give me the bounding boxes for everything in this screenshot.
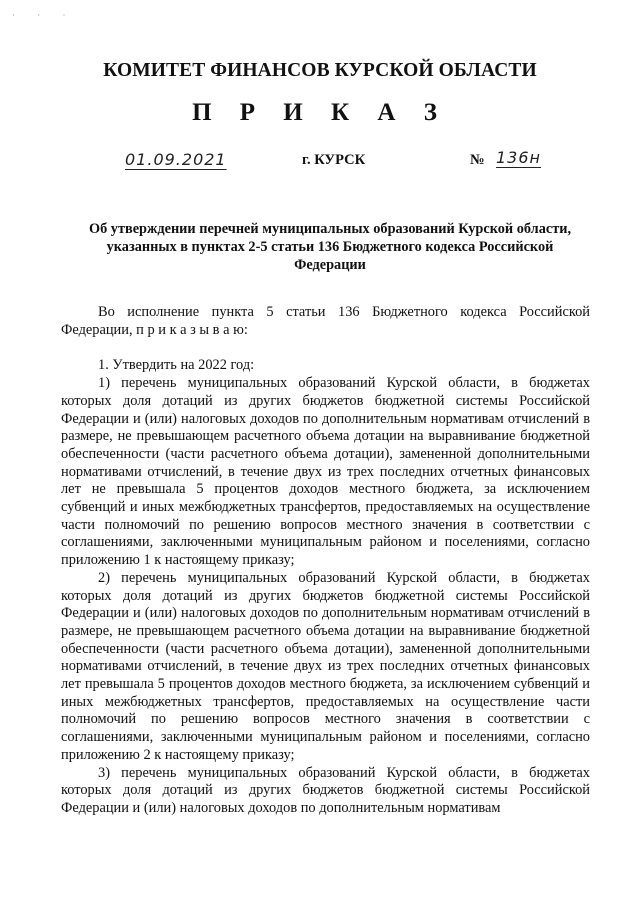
title-line: Об утверждении перечней муниципальных образований Курской области, — [88, 221, 572, 237]
title-line: Федерации — [294, 257, 366, 273]
document-type-heading: П Р И К А З — [192, 99, 448, 126]
scan-marks: · · · — [12, 10, 76, 20]
subitem-1: 1) перечень муниципальных образований Курской области, в бюджетах которых доля дотаций из других бюджетов бюджетной системы Российской Федерации и (или) налоговых доходов по дополнительным нормативам отчислений в размере, не превышающем расчетного объема дотации на выравнивание бюджетной обеспеченности (части расчетного объема дотации), замененной дополнительными нормативами отчислений, в течение двух из трех последних отчетных финансовых лет не превышала 5 процентов доходов местного бюджета, за исключением субвенций и иных межбюджетных трансфертов, предоставляемых на осуществление части полномочий по решению вопросов местного значения в соответствии с соглашениями, заключенными муниципальным районом и поселениями, согласно приложению 1 к настоящему приказу; — [61, 375, 590, 569]
handwritten-number: 136н — [496, 148, 541, 167]
number-label: № — [470, 152, 485, 168]
subitem-2: 2) перечень муниципальных образований Курской области, в бюджетах которых доля дотаций из других бюджетов бюджетной системы Российской Федерации и (или) налоговых доходов по дополнительным нормативам отчислений в размере, не превышающем расчетного объема дотации на выравнивание бюджетной обеспеченности (части расчетного объема дотации), замененной дополнительными нормативами отчислений, в течение двух из трех последних отчетных финансовых лет превышала 5 процентов доходов местного бюджета, за исключением субвенций и иных межбюджетных трансфертов, предоставляемых на осуществление части полномочий по решению вопросов местного значения в соответствии с соглашениями, заключенными муниципальным районом и поселениями, согласно приложению 2 к настоящему приказу; — [61, 569, 590, 763]
subitem-3: 3) перечень муниципальных образований Курской области, в бюджетах которых доля дотаций из других бюджетов бюджетной системы Российской Федерации и (или) налоговых доходов по дополнительным нормативам — [61, 764, 590, 816]
handwritten-date: 01.09.2021 — [125, 150, 227, 169]
order-word: п р и к а з ы в а ю: — [136, 321, 248, 338]
document-title — [70, 220, 590, 274]
date-number-line — [0, 148, 640, 178]
item-1: 1. Утвердить на 2022 год: — [98, 357, 255, 374]
organization-heading: КОМИТЕТ ФИНАНСОВ КУРСКОЙ ОБЛАСТИ — [103, 60, 537, 81]
title-line: указанных в пунктах 2-5 статьи 136 Бюджетного кодекса Российской — [106, 239, 554, 255]
city-label: г. КУРСК — [302, 152, 366, 168]
preamble-paragraph — [61, 304, 590, 339]
document-body — [61, 304, 590, 818]
preamble-text: Во исполнение пункта 5 статьи 136 Бюджетного кодекса Российской Федерации, — [61, 304, 590, 338]
